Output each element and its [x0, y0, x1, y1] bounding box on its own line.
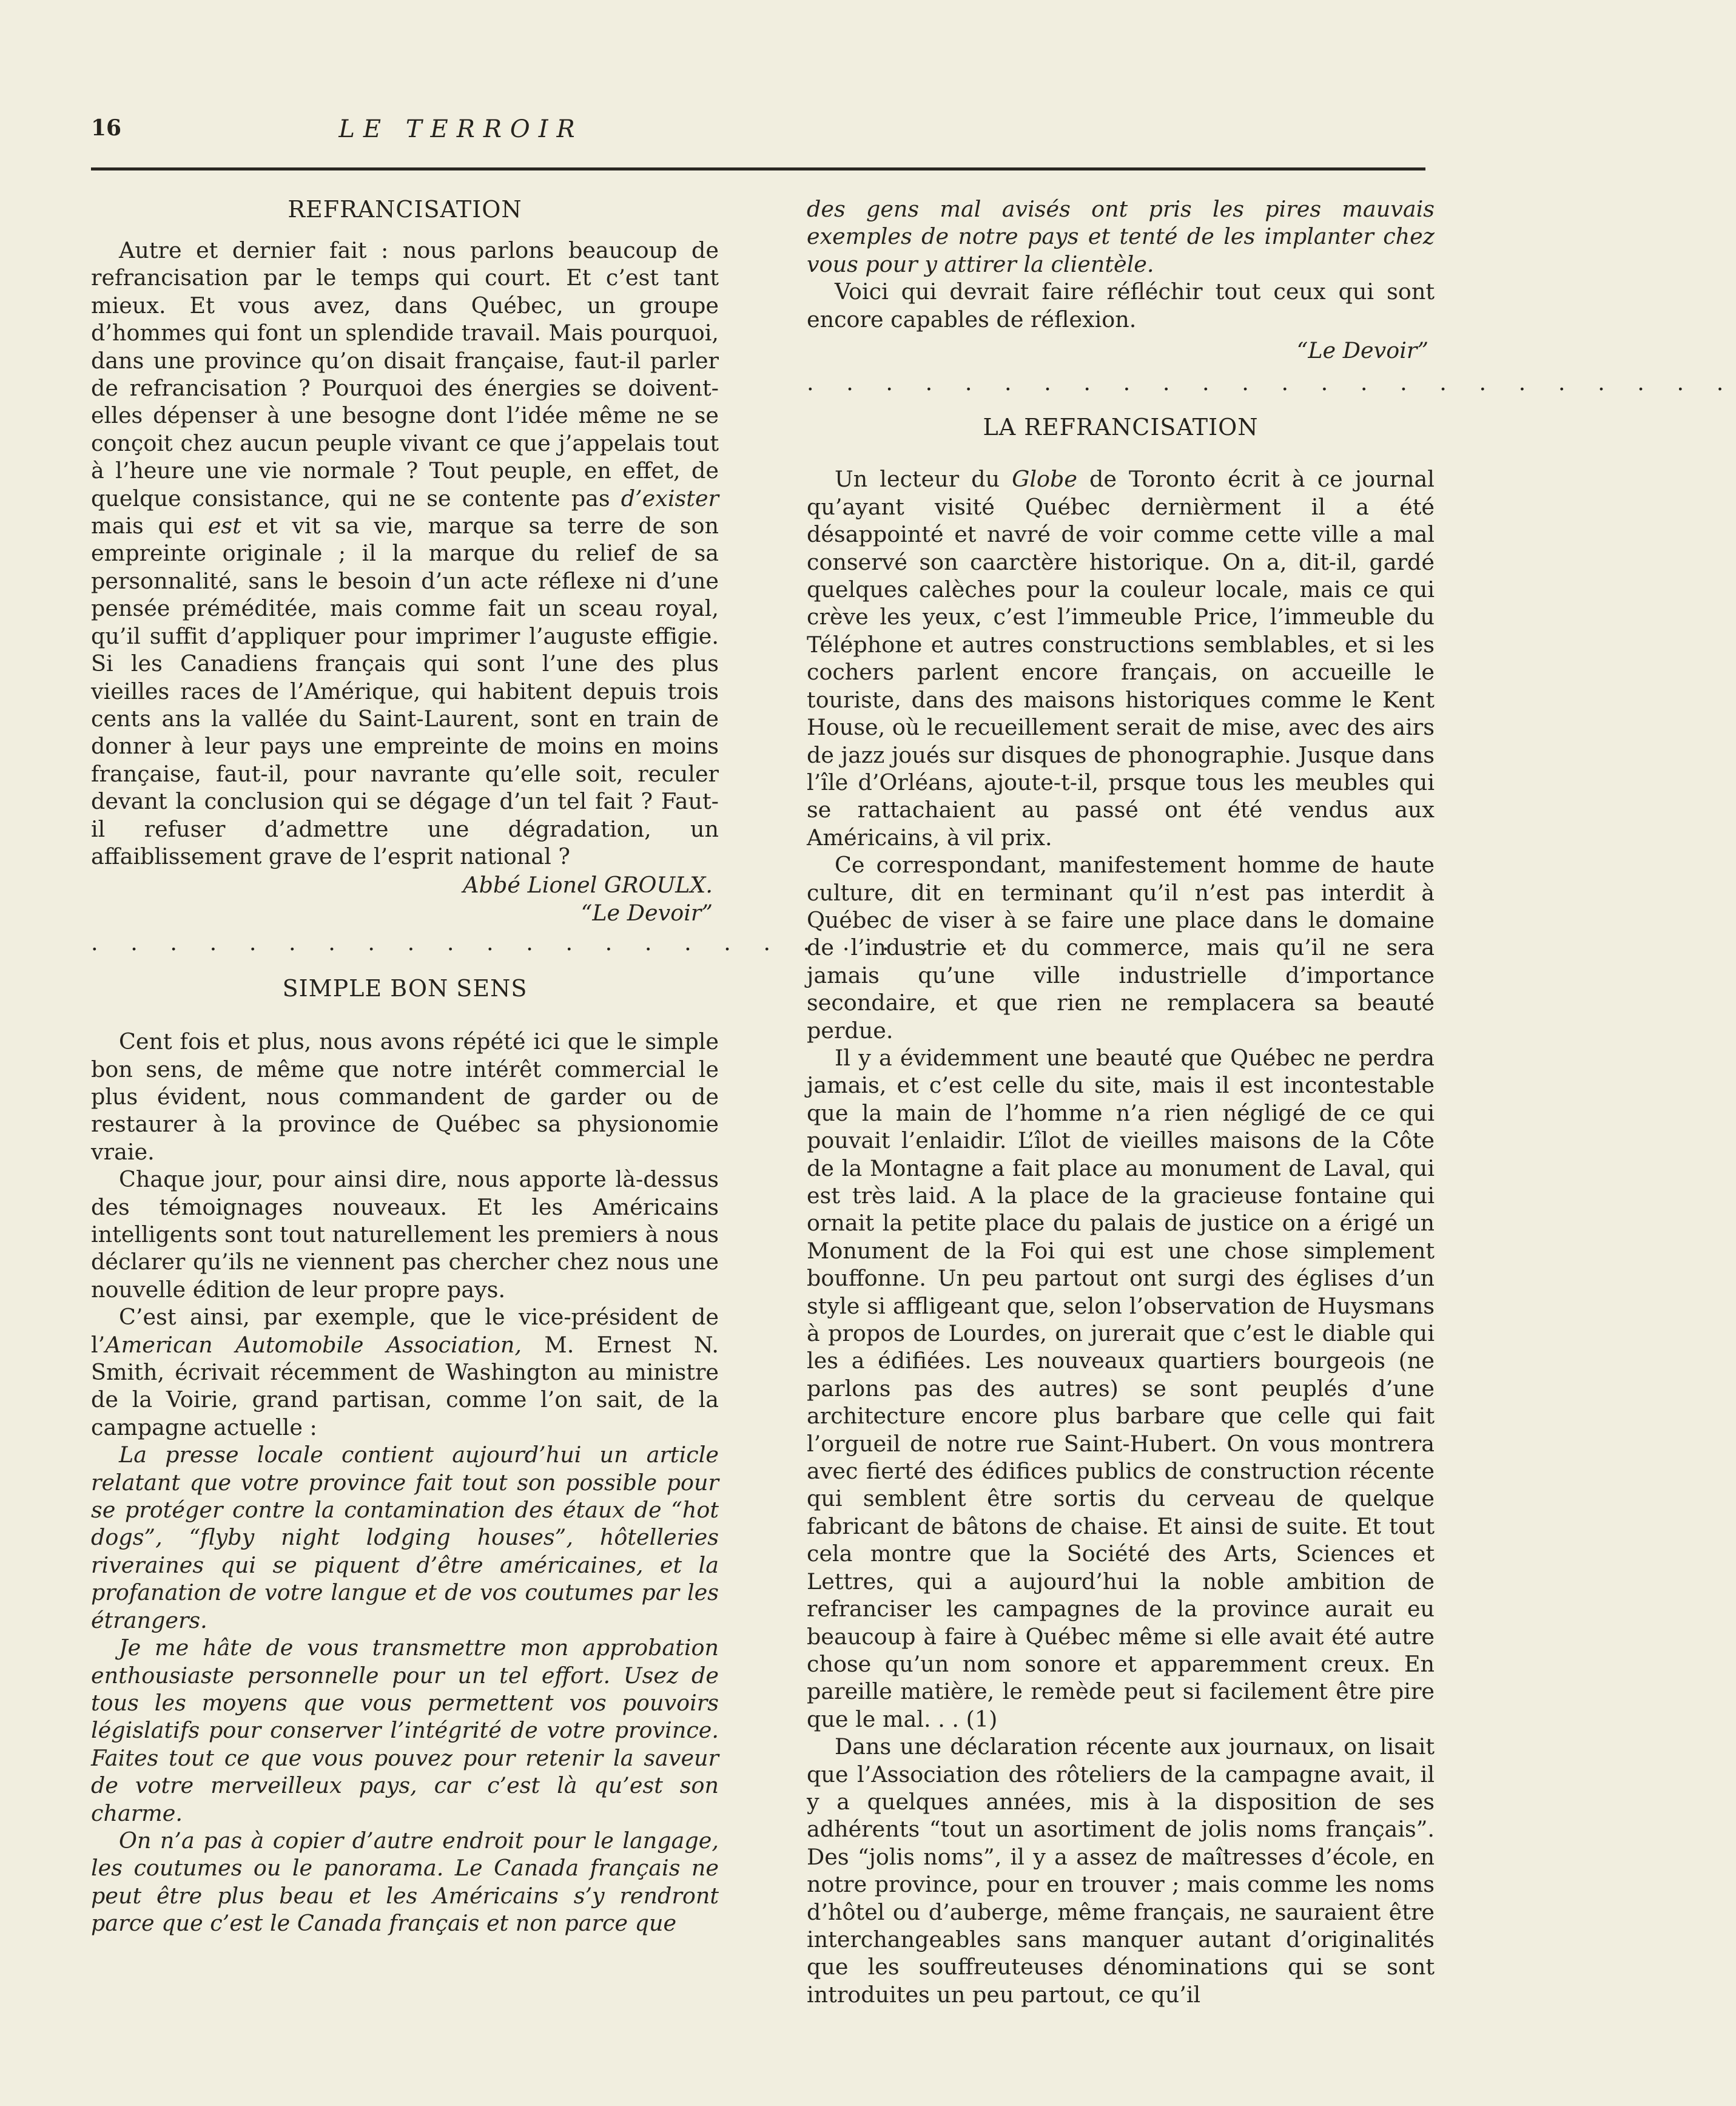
paragraph: Dans une déclaration récente aux journaux, on lisait que l’Association des rôteliers de la campagne avait, il y a quelques années, mis à la disposition de ses adhérents “tout un asortiment de jolis noms français”. Des “jolis noms”, il y a assez de maîtresses d’école, en notre province, pour en trouver ; mais comme les noms d’hôtel ou d’auberge, même français, ne sauraient être interchangeables sans manquer autant d’originalités que les souffreuteuses dénominations qui se sont introduites un peu partout, ce qu’il — [807, 1733, 1435, 2008]
signature-author: Abbé Lionel GROULX. — [463, 872, 713, 899]
quoted-paragraph: La presse locale contient aujourd’hui un article relatant que votre province fait tout son possible pour se protéger contre la contamination des étaux de “hot dogs”, “flyby night lodging houses”, hôtelleries riveraines qui se piquent d’être américaines, et la profanation de votre langue et de vos coutumes par les étrangers. — [91, 1442, 719, 1633]
journal-title: LE TERROIR — [338, 115, 584, 143]
paragraph: Ce correspondant, manifestement homme de haute culture, dit en terminant qu’il n’est pas interdit à Québec de viser à se faire une place dans le domaine de l’industrie et du commerce, mais qu’il ne sera jamais qu’une ville industrielle d’importance secondaire, et que rien ne remplacera sa beauté perdue. — [807, 852, 1435, 1044]
section-title-refrancisation: REFRANCISATION — [288, 196, 522, 223]
paragraph: Il y a évidemment une beauté que Québec ne perdra jamais, et c’est celle du site, mais il est incontestable que la main de l’homme n’a rien négligé de ce qui pouvait l’enlaidir. L’îlot de vieilles maisons de la Côte de la Montagne a fait place au monument de Laval, qui est très laid. A la place de la gracieuse fontaine qui ornait la petite place du palais de justice on a érigé un Monument de la Foi qui est une chose simplement bouffonne. Un peu partout ont surgi des églises d’un style si affligeant que, selon l’observation de Huysmans à propos de Lourdes, on jurerait que c’est le diable qui les a édifiées. Les nouveaux quartiers bourgeois (ne parlons pas des autres) se sont peuplés d’une architecture encore plus barbare que celle qui fait l’orgueil de notre rue Saint-Hubert. On vous montrera avec fierté des édifices publics de construction récente qui semblent être sortis du cerveau de quelque fabricant de bâtons de chaise. Et ainsi de suite. Et tout cela montre que la Société des Arts, Sciences et Lettres, qui a aujourd’hui la noble ambition de refranciser les campagnes de la province aurait eu beaucoup à faire à Québec même si elle avait été autre chose qu’un nom sonore et apparemment creux. En pareille matière, le remède peut si facilement être pire que le mal. . . (1) — [807, 1044, 1435, 1732]
header-rule — [91, 167, 1425, 170]
paragraph: C’est ainsi, par exemple, que le vice-président de l’American Automobile Association, M. Ernest N. Smith, écrivait récemment de Washington au ministre de la Voirie, grand partisan, comme l’on sait, de la campagne actuelle : — [91, 1304, 719, 1440]
running-header — [91, 115, 1425, 152]
quoted-paragraph: Je me hâte de vous transmettre mon approbation enthousiaste personnelle pour un tel effort. Usez de tous les moyens que vous permettent vos pouvoirs législatifs pour conserver l’intégrité de votre province. Faites tout ce que vous pouvez pour retenir la saveur de votre merveilleux pays, car c’est là qu’est son charme. — [91, 1635, 719, 1826]
section-title-la-refrancisation: LA REFRANCISATION — [983, 414, 1259, 441]
section-separator: . . . . . . . . . . . . . . . . . . . . . . . . — [91, 930, 1021, 956]
left-column — [91, 195, 1021, 1937]
page-number: 16 — [91, 115, 122, 141]
right-column — [807, 195, 1736, 2008]
signature-source: “Le Devoir” — [1296, 337, 1428, 364]
paragraph: Autre et dernier fait : nous parlons beaucoup de refrancisation par le temps qui court. Et c’est tant mieux. Et vous avez, dans Québec, un groupe d’hommes qui font un splendide travail. Mais pourquoi, dans une province qu’on disait française, faut-il parler de refrancisation ? Pourquoi des énergies se doivent-elles dépenser à une besogne dont l’idée même ne se conçoit chez aucun peuple vivant ce que j’appelais tout à l’heure une vie normale ? Tout peuple, en effet, de quelque consistance, qui ne se contente pas d’exister mais qui est et vit sa vie, marque sa terre de son empreinte originale ; il la marque du relief de sa personnalité, sans le besoin d’un acte réflexe ni d’une pensée préméditée, mais comme fait un sceau royal, qu’il suffit d’appliquer pour imprimer l’auguste effigie. Si les Canadiens français qui sont l’une des plus vieilles races de l’Amérique, qui habitent depuis trois cents ans la vallée du Saint-Laurent, sont en train de donner à leur pays une empreinte de moins en moins française, faut-il, pour navrante qu’elle soit, reculer devant la conclusion qui se dégage d’un tel fait ? Faut-il refuser d’admettre une dégradation, un affaiblissement grave de l’esprit national ? — [91, 237, 719, 869]
section-title-simple-bon-sens: SIMPLE BON SENS — [282, 975, 528, 1002]
section-separator: . . . . . . . . . . . . . . . . . . . . . . . . — [807, 370, 1736, 396]
quoted-paragraph: On n’a pas à copier d’autre endroit pour le langage, les coutumes ou le panorama. Le Canada français ne peut être plus beau et les Américains s’y rendront parce que c’est le Canada français et non parce que — [91, 1827, 719, 1937]
signature-source: “Le Devoir” — [580, 899, 713, 926]
paragraph: Voici qui devrait faire réfléchir tout ceux qui sont encore capables de réflexion. — [807, 278, 1435, 332]
quoted-paragraph-continued: des gens mal avisés ont pris les pires mauvais exemples de notre pays et tenté de les implanter chez vous pour y attirer la clientèle. — [807, 196, 1435, 277]
paragraph: Cent fois et plus, nous avons répété ici que le simple bon sens, de même que notre intérêt commercial le plus évident, nous commandent de garder ou de restaurer à la province de Québec sa physionomie vraie. — [91, 1028, 719, 1165]
paragraph: Chaque jour, pour ainsi dire, nous apporte là-dessus des témoignages nouveaux. Et les Américains intelligents sont tout naturellement les premiers à nous déclarer qu’ils ne viennent pas chercher chez nous une nouvelle édition de leur propre pays. — [91, 1166, 719, 1303]
paragraph: Un lecteur du Globe de Toronto écrit à ce journal qu’ayant visité Québec dernièrment il a été désappointé et navré de voir comme cette ville a mal conservé son caarctère historique. On a, dit-il, gardé quelques calèches pour la couleur locale, mais ce qui crève les yeux, c’est l’immeuble Price, l’immeuble du Téléphone et autres constructions semblables, et si les cochers parlent encore français, on accueille le touriste, dans des maisons historiques comme le Kent House, où le recueillement serait de mise, avec des airs de jazz joués sur disques de phonographie. Jusque dans l’île d’Orléans, ajoute-t-il, prsque tous les meubles qui se rattachaient au passé ont été vendus aux Américains, à vil prix. — [807, 466, 1435, 851]
